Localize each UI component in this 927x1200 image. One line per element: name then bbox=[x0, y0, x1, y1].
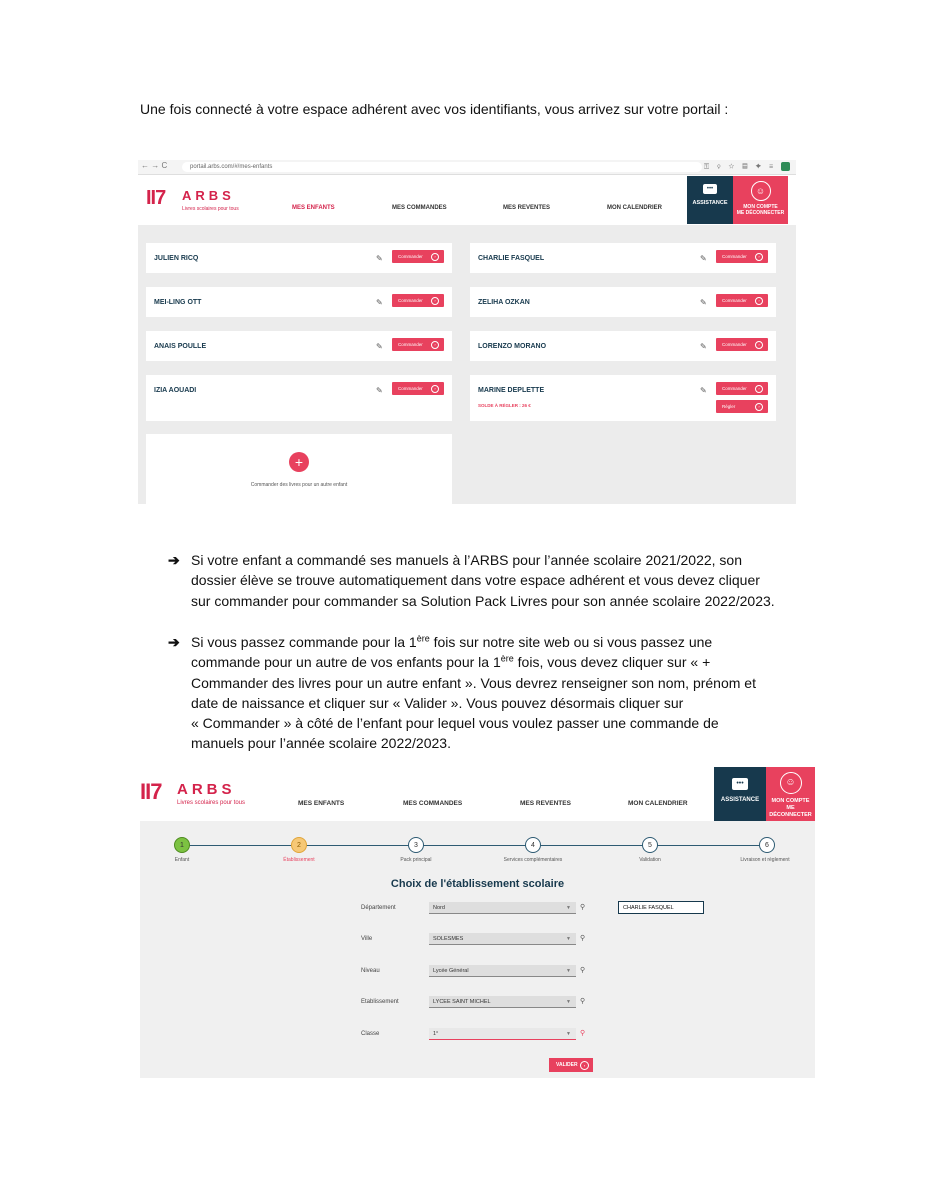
child-card bbox=[470, 287, 776, 317]
arbs-tagline: Livres scolaires pour tous bbox=[177, 800, 246, 806]
child-name: JULIEN RICQ bbox=[154, 255, 199, 262]
validate-button[interactable]: VALIDER › bbox=[549, 1058, 593, 1072]
arrow-right-icon: ➔ bbox=[168, 634, 180, 650]
account-button[interactable]: ☺ MON COMPTE ME DÉCONNECTER bbox=[733, 176, 788, 224]
child-name: CHARLIE FASQUEL bbox=[478, 255, 545, 262]
step-label: Enfant bbox=[174, 857, 190, 863]
nav-mes-commandes[interactable]: MES COMMANDES bbox=[403, 800, 463, 807]
field-label: Etablissement bbox=[361, 999, 399, 1005]
child-card bbox=[146, 243, 452, 273]
child-card bbox=[146, 375, 452, 421]
edit-icon[interactable]: ✎ bbox=[376, 342, 383, 351]
arrow-circle-icon: › bbox=[755, 297, 763, 305]
arrow-circle-icon: › bbox=[431, 253, 439, 261]
arrow-circle-icon: › bbox=[431, 385, 439, 393]
chat-icon: ••• bbox=[732, 778, 748, 790]
edit-icon[interactable]: ✎ bbox=[376, 386, 383, 395]
step-label: Pack principal bbox=[400, 857, 432, 863]
browser-extension-icons: ⚿ ⚲ ☆ ▦ ✦ ≡ bbox=[704, 162, 790, 171]
search-icon[interactable]: ⚲ bbox=[580, 998, 586, 1005]
child-card bbox=[470, 243, 776, 273]
chat-icon: ••• bbox=[703, 184, 717, 194]
assistance-button[interactable]: ••• ASSISTANCE bbox=[714, 767, 766, 821]
step-label: Livraison et règlement bbox=[740, 857, 790, 863]
nav-mes-reventes[interactable]: MES REVENTES bbox=[503, 205, 551, 211]
edit-icon[interactable]: ✎ bbox=[700, 342, 707, 351]
order-button[interactable]: Commander › bbox=[716, 338, 768, 351]
chevron-down-icon: ▼ bbox=[566, 968, 571, 974]
search-icon[interactable]: ⚲ bbox=[580, 904, 586, 911]
order-button[interactable]: Commander › bbox=[716, 250, 768, 263]
field-label: Ville bbox=[361, 936, 373, 942]
step-2[interactable]: 2 bbox=[291, 837, 307, 853]
arbs-logo-text[interactable]: ARBS bbox=[182, 188, 235, 203]
arrow-circle-icon: › bbox=[755, 253, 763, 261]
step-4[interactable]: 4 bbox=[525, 837, 541, 853]
field-label: Niveau bbox=[361, 968, 380, 974]
arbs-logo-mark[interactable]: II7 bbox=[140, 779, 162, 804]
stepper-line bbox=[182, 845, 767, 846]
order-button[interactable]: Commander › bbox=[392, 382, 444, 395]
order-screenshot bbox=[140, 767, 815, 1078]
step-6[interactable]: 6 bbox=[759, 837, 775, 853]
child-card bbox=[470, 331, 776, 361]
classe-select[interactable]: 1° ▼ bbox=[429, 1028, 576, 1040]
nav-mes-enfants[interactable]: MES ENFANTS bbox=[298, 800, 345, 807]
child-name: ZELIHA OZKAN bbox=[478, 299, 530, 306]
child-name: MEI-LING OTT bbox=[154, 299, 202, 306]
bullet-2: ➔ Si vous passez commande pour la 1ère fois sur notre site web ou si vous passez une commande pour un autre de vos enfants pour la 1ère fois, vous devez cliquer sur « + Commander des livres pour un autre enfant ». Vous devrez renseigner son nom, prénom et date de naissance et cliquer sur « Valider ». Vous pouvez désormais cliquer sur « Commander » à côté de l’enfant pour lequel vous voulez passer une commande de manuels pour l’année scolaire 2022/2023. bbox=[168, 633, 756, 752]
user-icon: ☺ bbox=[780, 772, 802, 794]
chevron-down-icon: ▼ bbox=[566, 1031, 571, 1037]
arrow-circle-icon: › bbox=[755, 385, 763, 393]
order-button[interactable]: Commander › bbox=[392, 294, 444, 307]
arrow-circle-icon: › bbox=[755, 403, 763, 411]
step-1[interactable]: 1 bbox=[174, 837, 190, 853]
chevron-down-icon: ▼ bbox=[566, 905, 571, 911]
arrow-circle-icon: › bbox=[431, 341, 439, 349]
plus-icon[interactable]: + bbox=[289, 452, 309, 472]
edit-icon[interactable]: ✎ bbox=[700, 386, 707, 395]
add-child-card[interactable] bbox=[146, 434, 452, 504]
edit-icon[interactable]: ✎ bbox=[376, 298, 383, 307]
edit-icon[interactable]: ✎ bbox=[700, 254, 707, 263]
chevron-down-icon: ▼ bbox=[566, 936, 571, 942]
child-card bbox=[146, 331, 452, 361]
field-label: Département bbox=[361, 905, 396, 911]
pay-button[interactable]: Régler › bbox=[716, 400, 768, 413]
arrow-circle-icon: › bbox=[755, 341, 763, 349]
arbs-logo-mark[interactable]: II7 bbox=[146, 187, 166, 209]
step-5[interactable]: 5 bbox=[642, 837, 658, 853]
edit-icon[interactable]: ✎ bbox=[700, 298, 707, 307]
child-name: IZIA AOUADI bbox=[154, 387, 197, 394]
order-button[interactable]: Commander › bbox=[392, 250, 444, 263]
nav-mes-reventes[interactable]: MES REVENTES bbox=[520, 800, 571, 807]
search-icon[interactable]: ⚲ bbox=[580, 967, 586, 974]
arrow-right-icon: ➔ bbox=[168, 552, 180, 568]
arbs-tagline: Livres scolaires pour tous bbox=[182, 206, 239, 212]
etablissement-select[interactable]: LYCEE SAINT MICHEL ▼ bbox=[429, 996, 576, 1008]
browser-url-bar[interactable]: portail.arbs.com/#/mes-enfants bbox=[182, 162, 702, 172]
browser-toolbar bbox=[138, 160, 796, 175]
nav-mon-calendrier[interactable]: MON CALENDRIER bbox=[607, 205, 662, 211]
intro-text: Une fois connecté à votre espace adhérent avec vos identifiants, vous arrivez sur votre portail : bbox=[140, 101, 729, 117]
assistance-button[interactable]: ••• ASSISTANCE bbox=[687, 176, 733, 224]
form-title: Choix de l'établissement scolaire bbox=[390, 878, 565, 890]
search-icon[interactable]: ⚲ bbox=[580, 1030, 586, 1037]
child-name: ANAIS POULLE bbox=[154, 343, 207, 350]
departement-select[interactable]: Nord ▼ bbox=[429, 902, 576, 914]
search-icon[interactable]: ⚲ bbox=[580, 935, 586, 942]
bullet-1: ➔ Si votre enfant a commandé ses manuels à l’ARBS pour l’année scolaire 2021/2022, son dossier élève se trouve automatiquement dans votre espace adhérent et vous devez cliquer sur commander pour commander sa Solution Pack Livres pour son année scolaire 2022/2023. bbox=[168, 552, 775, 609]
ville-select[interactable]: SOLESMES ▼ bbox=[429, 933, 576, 945]
balance-note: SOLDE À RÉGLER : 26 € bbox=[478, 403, 531, 408]
selected-child: CHARLIE FASQUEL bbox=[618, 901, 704, 914]
arrow-circle-icon: › bbox=[431, 297, 439, 305]
field-label: Classe bbox=[361, 1031, 380, 1037]
child-card bbox=[146, 287, 452, 317]
step-label: Services complémentaires bbox=[503, 857, 563, 863]
order-button[interactable]: Commander › bbox=[392, 338, 444, 351]
add-child-label[interactable]: Commander des livres pour un autre enfant bbox=[250, 482, 348, 488]
chevron-down-icon: ▼ bbox=[566, 999, 571, 1005]
niveau-select[interactable]: Lycée Général ▼ bbox=[429, 965, 576, 977]
step-3[interactable]: 3 bbox=[408, 837, 424, 853]
child-name: MARINE DEPLETTE bbox=[478, 387, 545, 394]
account-button[interactable]: ☺ MON COMPTE ME DÉCONNECTER bbox=[766, 767, 815, 821]
arrow-circle-icon: › bbox=[580, 1061, 589, 1070]
nav-mon-calendrier[interactable]: MON CALENDRIER bbox=[628, 800, 688, 807]
edit-icon[interactable]: ✎ bbox=[376, 254, 383, 263]
shield-icon bbox=[781, 162, 790, 171]
arbs-logo-text[interactable]: ARBS bbox=[177, 781, 236, 798]
user-icon: ☺ bbox=[751, 181, 771, 201]
child-card bbox=[470, 375, 776, 421]
order-button[interactable]: Commander › bbox=[716, 294, 768, 307]
child-name: LORENZO MORANO bbox=[478, 343, 547, 350]
nav-mes-commandes[interactable]: MES COMMANDES bbox=[392, 205, 447, 211]
browser-nav-icons[interactable]: ← → C bbox=[141, 161, 168, 170]
nav-mes-enfants[interactable]: MES ENFANTS bbox=[292, 205, 335, 211]
portal-screenshot bbox=[138, 160, 796, 504]
step-label: Validation bbox=[639, 857, 661, 863]
order-button[interactable]: Commander › bbox=[716, 382, 768, 395]
step-label: Établissement bbox=[283, 857, 315, 863]
